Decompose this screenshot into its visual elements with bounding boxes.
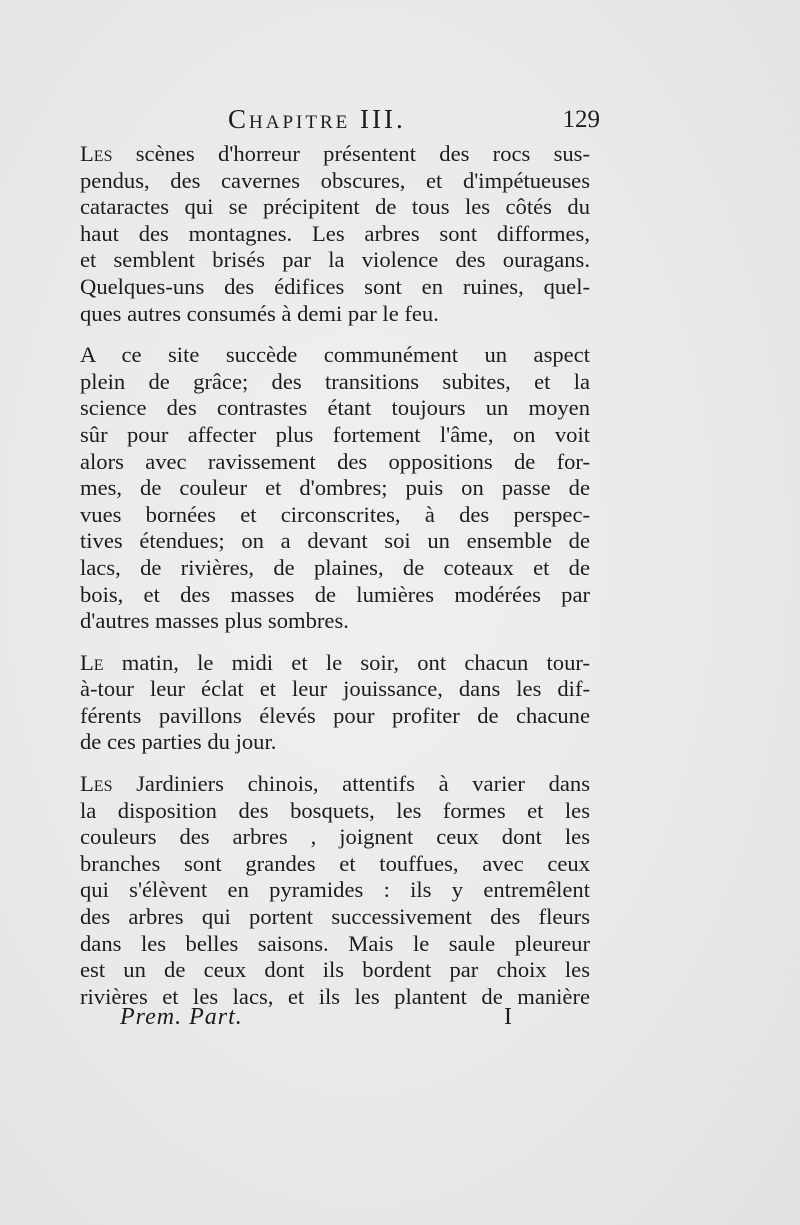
line-text: Jardiniers chinois, attentifs à varier dans [112, 771, 590, 797]
lead-word: Les [80, 771, 113, 797]
text-line: science des contrastes étant toujours un moyen [80, 395, 590, 421]
page-header [228, 104, 600, 138]
page-footer [120, 1004, 512, 1034]
text-line: dans les belles saisons. Mais le saule pleureur [80, 930, 590, 956]
line-text: matin, le midi et le soir, ont chacun tour- [103, 649, 590, 675]
text-line: tives étendues; on a devant soi un ensemble de [80, 528, 590, 554]
lead-word: Le [80, 649, 104, 675]
paragraph [80, 771, 590, 1010]
text-line: ques autres consumés à demi par le feu. [80, 300, 439, 326]
text-line: couleurs des arbres , joignent ceux dont les [80, 824, 590, 850]
paragraph [80, 342, 590, 635]
paragraph [80, 650, 590, 756]
text-line: alors avec ravissement des oppositions de for- [80, 448, 590, 474]
page-number: 129 [562, 106, 600, 133]
text-line: plein de grâce; des transitions subites, et la [80, 368, 590, 394]
text-line: mes, de couleur et d'ombres; puis on passe de [80, 475, 590, 501]
text-line: qui s'élèvent en pyramides : ils y entremêlent [80, 877, 590, 903]
text-line: rivières et les lacs, et ils les plantent de manière [80, 983, 590, 1009]
text-line: lacs, de rivières, de plaines, de coteaux et de [80, 554, 590, 580]
text-line: la disposition des bosquets, les formes et les [80, 797, 590, 823]
text-line: des arbres qui portent successivement des fleurs [80, 904, 590, 930]
text-line: sûr pour affecter plus fortement l'âme, on voit [80, 421, 590, 447]
running-title: Chapitre III. [228, 104, 406, 134]
signature-mark: Prem. Part. [120, 1004, 243, 1030]
body-text [80, 141, 590, 1010]
text-line [80, 650, 590, 677]
text-line: A ce site succède communément un aspect [80, 342, 590, 368]
text-line: et semblent brisés par la violence des ouragans. [80, 247, 590, 273]
text-line: d'autres masses plus sombres. [80, 608, 349, 634]
text-line: branches sont grandes et touffues, avec ceux [80, 850, 590, 876]
text-line: pendus, des cavernes obscures, et d'impétueuses [80, 167, 590, 193]
text-line: de ces parties du jour. [80, 729, 277, 755]
gathering-mark: I [504, 1004, 512, 1030]
text-line: vues bornées et circonscrites, à des perspec- [80, 501, 590, 527]
text-line: férents pavillons élevés pour profiter de chacune [80, 702, 590, 728]
line-text: scènes d'horreur présentent des rocs sus- [112, 141, 590, 166]
text-line: à-tour leur éclat et leur jouissance, dans les dif- [80, 676, 590, 702]
text-line: haut des montagnes. Les arbres sont difformes, [80, 220, 590, 246]
text-line: est un de ceux dont ils bordent par choix les [80, 957, 590, 983]
text-line [80, 771, 590, 798]
paragraph [80, 141, 590, 327]
text-line [80, 141, 590, 168]
text-line: Quelques-uns des édifices sont en ruines, quel- [80, 273, 590, 299]
lead-word: Les [80, 141, 113, 166]
text-line: bois, et des masses de lumières modérées par [80, 581, 590, 607]
text-line: cataractes qui se précipitent de tous les côtés du [80, 194, 590, 220]
